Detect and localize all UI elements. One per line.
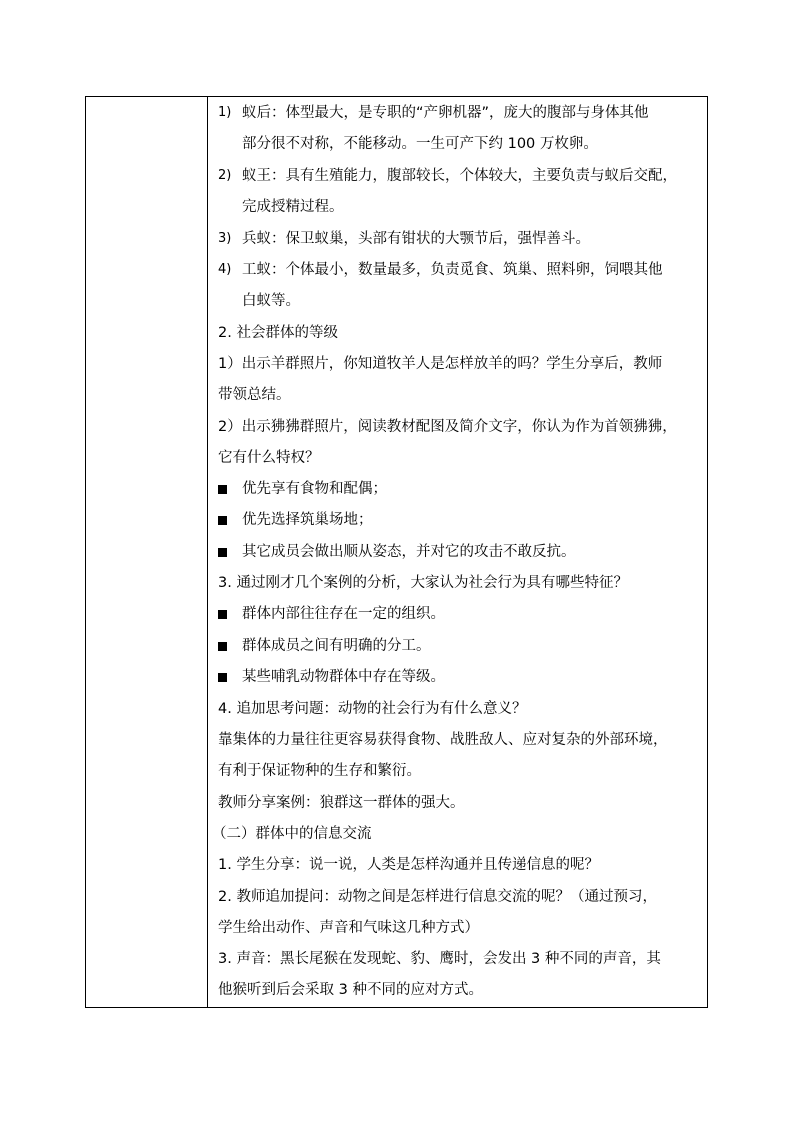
list-number: 3) [218,231,232,246]
section-heading: 2. 社会群体的等级 [218,325,338,341]
bullet-marker [218,642,227,651]
section-heading: 4. 追加思考问题：动物的社会行为有什么意义？ [218,701,527,717]
bullet-text: 其它成员会做出顺从姿态，并对它的攻击不敢反抗。 [242,544,576,560]
paragraph-line: 2）出示狒狒群照片，阅读教材配图及简介文字，你认为作为首领狒狒， [218,419,677,435]
paragraph-line: 他猴听到后会采取 3 种不同的应对方式。 [218,982,483,998]
paragraph-line: 2. 教师追加提问：动物之间是怎样进行信息交流的呢？（通过预习， [218,889,657,905]
list-number: 2) [218,168,232,183]
content-cell [208,97,707,1007]
section-heading: 3. 通过刚才几个案例的分析，大家认为社会行为具有哪些特征？ [218,575,628,591]
list-item-text: 白蚁等。 [242,293,300,309]
paragraph-line: 有利于保证物种的生存和繁衍。 [218,763,421,779]
paragraph-line: 教师分享案例：狼群这一群体的强大。 [218,795,465,811]
paragraph-line: 带领总结。 [218,387,291,403]
bullet-text: 优先选择筑巢场地； [242,512,373,528]
paragraph-line: 学生给出动作、声音和气味这几种方式） [218,920,479,936]
paragraph-line: 3. 声音：黑长尾猴在发现蛇、豹、鹰时，会发出 3 种不同的声音，其 [218,951,661,967]
list-item-text: 蚁后：体型最大，是专职的“产卵机器”，庞大的腹部与身体其他 [242,105,649,121]
list-item-text: 兵蚁：保卫蚁巢，头部有钳状的大颚节后，强悍善斗。 [242,231,590,247]
list-item-text: 蚁王：具有生殖能力，腹部较长，个体较大，主要负责与蚁后交配， [242,168,677,184]
lesson-table [85,96,708,1008]
part-heading: （二）群体中的信息交流 [212,826,372,842]
paragraph-line: 它有什么特权？ [218,450,320,466]
bullet-text: 优先享有食物和配偶； [242,481,387,497]
paragraph-line: 1）出示羊群照片，你知道牧羊人是怎样放羊的吗？学生分享后，教师 [218,356,663,372]
paragraph-line: 1. 学生分享：说一说，人类是怎样沟通并且传递信息的呢？ [218,857,599,873]
bullet-marker [218,610,227,619]
list-number: 1) [218,105,232,120]
list-item-text: 工蚁：个体最小，数量最多，负责觅食、筑巢、照料卵，饲喂其他 [242,262,663,278]
bullet-marker [218,673,227,682]
bullet-marker [218,516,227,525]
bullet-text: 某些哺乳动物群体中存在等级。 [242,669,445,685]
bullet-marker [218,485,227,494]
bullet-text: 群体内部往往存在一定的组织。 [242,606,445,622]
list-item-text: 部分很不对称，不能移动。一生可产下约 100 万枚卵。 [242,136,598,152]
list-item-text: 完成授精过程。 [242,199,344,215]
bullet-marker [218,548,227,557]
list-number: 4) [218,262,232,277]
bullet-text: 群体成员之间有明确的分工。 [242,638,431,654]
paragraph-line: 靠集体的力量往往更容易获得食物、战胜敌人、应对复杂的外部环境， [218,732,668,748]
